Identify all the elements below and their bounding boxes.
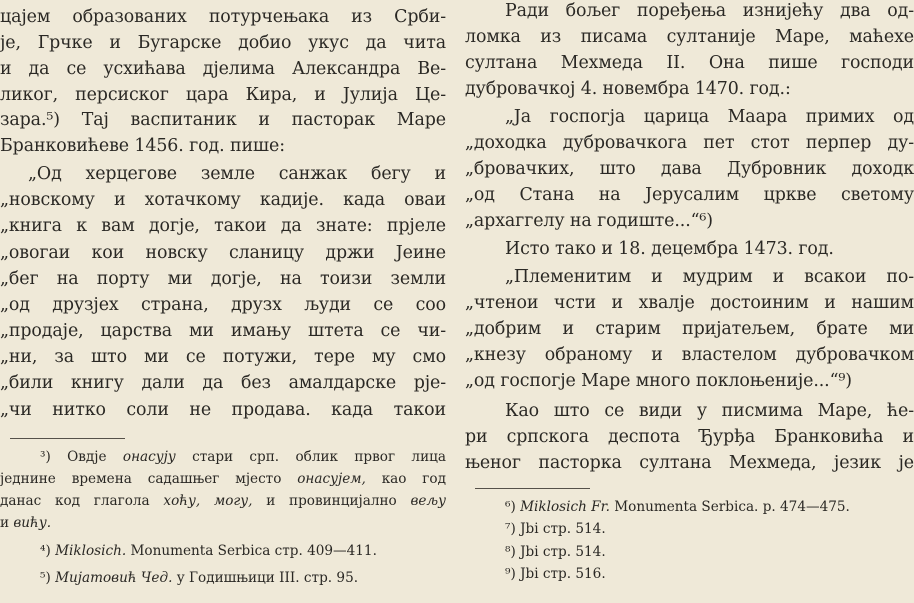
quote-line: „Ја госпогја царица Маара примих од	[505, 107, 914, 127]
quote-line: „продаје, царства ми имању штета се чи-	[0, 321, 446, 341]
text-line: ри српскога деспота Ђурђа Бранковића и	[465, 427, 914, 447]
text-line: цајем образованих потурчењака из Срби-	[0, 7, 446, 27]
footnote-9: ⁹) Јbi стр. 516.	[505, 566, 606, 582]
quote-line: „Од херцегове земле санжак бегу и	[28, 164, 446, 184]
text-line: дубровачкој 4. новембра 1470. год.:	[465, 79, 791, 99]
quote-line: „добрим и старим пријатељем, брате ми	[465, 319, 914, 339]
quote-line: „бровачких, што дава Дубровник доходк	[465, 159, 914, 179]
text-line: ломка из писама султаније Маре, маћехе	[465, 27, 914, 47]
quote-line: „кнезу обраному и властелом дубровачком	[465, 345, 914, 365]
text-line: и да се усхићава дјелима Александра Ве-	[0, 59, 446, 79]
quote-line: „книга к вам догје, такои да знате: прјеле	[0, 216, 446, 236]
text-line: је, Грчке и Бугарске добио укус да чита	[0, 33, 446, 53]
footnote-divider	[10, 438, 125, 439]
quote-line: „чтенои чсти и хвалје достоиним и нашим	[465, 293, 914, 313]
quote-line: „од госпогје Маре много поклоњеније...“⁹)	[465, 371, 852, 391]
quote-line: „од Стана на Јерусалим цркве светому	[465, 185, 914, 205]
quote-line: „бег на порту ми догје, на тоизи земли	[0, 269, 446, 289]
text-line: Ради бољег поређења изнијећу два од-	[505, 1, 914, 21]
footnote-5: ⁵) Мијатовић Чед. у Годишњици III. стр. 95.	[40, 570, 359, 586]
text-line: султана Мехмеда II. Она пише господи	[465, 53, 914, 73]
book-page: цајем образованих потурчењака из Срби- је, Грчке и Бугарске добио укус да чита и да се усхићава дјелима Александра Ве- ликог, персиског цара Кира, и Јулија Це- зара.⁵) Тај васпитаник и пасторак Маре Бранковићеве 1456. год. пише: „Од херцегове земле санжак бегу и „новскому и хотачкому кадије. када оваи „книга к вам догје, такои да знате: прјеле „овогаи кои новску сланицу држи Јеине „бег на порту ми догје, на тоизи земли „од друзјех страна, друзх људи се соо „продаје, царства ми имању штета се чи- „ни, за што ми се потужи, тере му смо „били книгу дали да без амалдарске рје- „чи нитко соли не продава. када такои ³) Овдје онасују стари срп. облик првог лица једнине времена садашњег мјесто онасујем, као год данас код глагола хоћу, могу, и провинцијално вељу и вићу. ⁴) Miklosich. Monumenta Serbica стр. 409—411. ⁵) Мијатовић Чед. у Годишњици III. стр. 95. Ради бољег поређења изнијећу два од- ломка из писама султаније Маре, маћехе султана Мехмеда II. Она пише господи дубровачкој 4. новембра 1470. год.: „Ја госпогја царица Маара примих од „доходка дубровачкога пет стот перпер ду- „бровачких, што дава Дубровник доходк „од Стана на Јерусалим цркве светому „архаггелу на годиште...“⁶) Исто тако и 18. децембра 1473. год. „Племенитим и мудрим и всакои по- „чтенои чсти и хвалје достоиним и нашим „добрим и старим пријатељем, брате ми „кнезу обраному и властелом дубровачком „од госпогје Маре много поклоњеније...“⁹) Као што се види у писмима Маре, ће- ри српскога деспота Ђурђа Бранковића и њеног пасторка султана Мехмеда, језик је ⁶) Miklosich Fr. Monumenta Serbica. p. 474—475. ⁷) Јbi стр. 514. ⁸) Јbi стр. 514. ⁹) Јbi стр. 516.	[0, 0, 914, 603]
quote-line: „чи нитко соли не продава. када такои	[0, 400, 446, 420]
quote-line: „новскому и хотачкому кадије. када оваи	[0, 190, 446, 210]
text-line: Бранковићеве 1456. год. пише:	[0, 136, 285, 156]
text-line: ликог, персиског цара Кира, и Јулија Це-	[0, 85, 446, 105]
footnote-7: ⁷) Јbi стр. 514.	[505, 521, 606, 537]
quote-line: „ни, за што ми се потужи, тере му смо	[0, 347, 446, 367]
text-line: зара.⁵) Тај васпитаник и пасторак Маре	[0, 110, 446, 130]
quote-line: „Племенитим и мудрим и всакои по-	[505, 267, 914, 287]
quote-line: „архаггелу на годиште...“⁶)	[465, 211, 713, 231]
text-line: Као што се види у писмима Маре, ће-	[505, 401, 914, 421]
footnote-8: ⁸) Јbi стр. 514.	[505, 544, 606, 560]
text-line: њеног пасторка султана Мехмеда, језик је	[465, 453, 914, 473]
text-line: Исто тако и 18. децембра 1473. год.	[505, 239, 834, 259]
footnote-divider	[475, 488, 590, 489]
quote-line: „доходка дубровачкога пет стот перпер ду-	[465, 133, 914, 153]
quote-line: „овогаи кои новску сланицу држи Јеине	[0, 243, 446, 263]
quote-line: „били книгу дали да без амалдарске рје-	[0, 373, 446, 393]
footnote-6: ⁶) Miklosich Fr. Monumenta Serbica. p. 474—475.	[505, 499, 850, 515]
footnote-4: ⁴) Miklosich. Monumenta Serbica стр. 409—411.	[40, 543, 377, 559]
quote-line: „од друзјех страна, друзх људи се соо	[0, 295, 446, 315]
